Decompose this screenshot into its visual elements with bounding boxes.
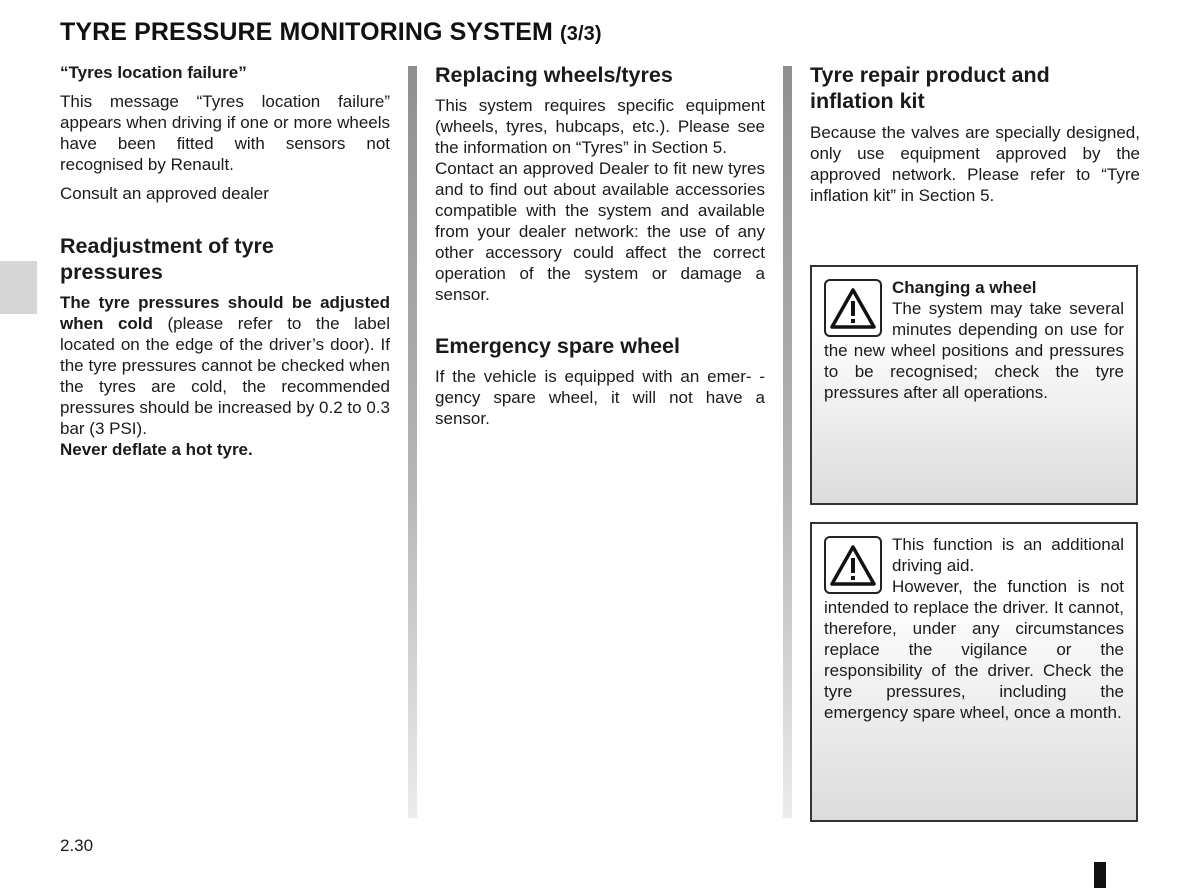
emergency-spare-paragraph: If the vehicle is equipped with an emer- - gency spare wheel, it will not have a sensor. (435, 367, 765, 428)
column-divider-left (408, 66, 417, 818)
changing-wheel-text: The system may take several minutes depending on use for the new wheel positions and pressures to be recognised; check the tyre pressures after all operations. (824, 299, 1124, 402)
readjustment-heading: Readjustment of tyre pressures (60, 234, 274, 284)
page-number: 2.30 (60, 836, 94, 855)
page-title (60, 18, 602, 47)
tyre-repair-heading: Tyre repair product and inflation kit (810, 63, 1050, 113)
replacing-wheels-paragraph: This system requires specific equipment (wheels, tyres, hubcaps, etc.). Please see the information on “Tyres” in Section 5. (435, 96, 765, 157)
driving-aid-note-box (810, 522, 1138, 822)
readjustment-rest-text: (please refer to the label located on the edge of the driver’s door). If the tyre pressures cannot be checked when the tyres are cold, the recommended pressures should be increased by 0.2 to 0.3 bar (3 PSI). (60, 314, 390, 438)
never-deflate-warning: Never deflate a hot tyre. (60, 440, 253, 459)
tyres-location-failure-paragraph: This message “Tyres location failure” appears when driving if one or more wheels have been fitted with sensors not recognised by Renault. (60, 92, 390, 174)
warning-triangle-icon (824, 536, 882, 594)
consult-dealer-paragraph: Consult an approved dealer (60, 184, 269, 203)
warning-triangle-icon (824, 279, 882, 337)
changing-wheel-note-box (810, 265, 1138, 505)
chapter-side-tab (0, 261, 37, 314)
tyres-location-failure-subheading: “Tyres location failure” (60, 63, 247, 82)
page-corner-mark (1094, 862, 1106, 888)
column-divider-right (783, 66, 792, 818)
driving-aid-disclaimer: However, the function is not intended to replace the driver. It cannot, therefore, under any circumstances replace the vigilance or the responsibility of the driver. Check the tyre pressures, including the emergency spare wheel, once a month. (824, 577, 1124, 722)
page-title-text: TYRE PRESSURE MONITORING SYSTEM (60, 18, 553, 46)
emergency-spare-heading: Emergency spare wheel (435, 334, 680, 358)
column-left (60, 62, 390, 460)
replacing-wheels-heading: Replacing wheels/tyres (435, 63, 673, 87)
changing-wheel-heading: Changing a wheel (892, 278, 1037, 297)
contact-dealer-paragraph: Contact an approved Dealer to fit new tyres and to find out about available accessories compatible with the system and available from your dealer network: the use of any other accessory could affect the correct operation of the system or damage a sensor. (435, 159, 765, 304)
column-right (810, 62, 1140, 206)
readjustment-bold-text: The tyre pressures should be adjusted when cold (60, 293, 390, 333)
column-middle (435, 62, 765, 429)
tyre-repair-paragraph: Because the valves are specially designed, only use equipment approved by the approved network. Please refer to “Tyre inflation kit” in Section 5. (810, 123, 1140, 205)
page-title-suffix: (3/3) (560, 23, 602, 45)
driving-aid-text: This function is an additional driving aid. (892, 535, 1124, 575)
readjustment-paragraph (60, 292, 390, 439)
